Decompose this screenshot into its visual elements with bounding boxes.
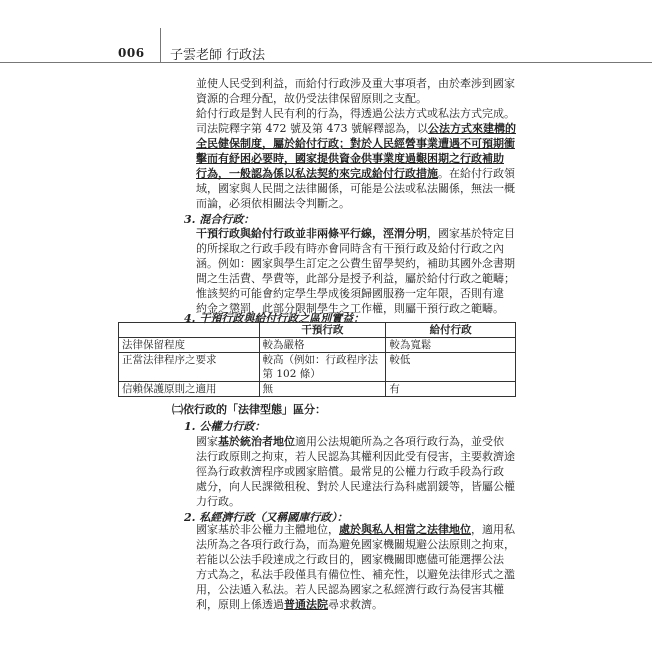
body-line: 並使人民受到利益，而給付行政涉及重大事項者，由於牽涉到國家	[196, 77, 515, 90]
body-line: 的所採取之行政手段有時亦會同時含有干預行政及給付行政之內	[196, 242, 504, 255]
body-line	[196, 166, 515, 181]
subheading-mixed-administration: 3. 混合行政：	[184, 213, 255, 226]
body-line: 資源的合理分配，故仍受法律保留原則之支配。	[196, 92, 427, 105]
emphasis-text: 處於與私人相當之法律地位	[339, 523, 471, 536]
body-line: 徑為行政救濟程序或國家賠償。最常見的公權力行政手段為行政	[196, 465, 504, 478]
subheading-private-economic-administration: 2. 私經濟行政（又稱國庫行政）：	[184, 511, 348, 524]
page-header	[0, 0, 652, 70]
table-header-cell: 給付行政	[386, 323, 516, 338]
table-cell: 信賴保護原則之適用	[119, 382, 260, 397]
emphasis-text: 干預行政與給付行政並非兩條平行線，涇渭分明	[196, 227, 427, 240]
text-run: ，國家基於特定目	[427, 227, 515, 240]
table-header-row	[119, 323, 516, 338]
text-run: 適用公法規範所為之各項行政行為，並受依	[295, 435, 504, 448]
text-run: 司法院釋字第 472 號及第 473 號解釋認為，以	[196, 122, 428, 135]
table-cell: 正當法律程序之要求	[119, 353, 260, 382]
table-cell: 較為寬鬆	[386, 338, 516, 353]
text-run: 尋求救濟。	[328, 598, 383, 611]
emphasis-text: 普通法院	[284, 598, 328, 611]
emphasis-text: 基於統治者地位	[218, 435, 295, 448]
subheading-distinction-benefits: 4. 干預行政與給付行政之區別實益：	[184, 312, 365, 325]
body-line	[196, 522, 515, 537]
text-run: 利，原則上係透過	[196, 598, 284, 611]
table-cell: 較低	[386, 353, 516, 382]
text-run: 國家	[196, 435, 218, 448]
body-line: 域，國家與人民間之法律關係，可能是公法或私法關係，無法一概	[196, 182, 515, 195]
table-row	[119, 353, 516, 382]
body-line: 惟該契約可能會約定學生學成後須歸國服務一定年限，否則有違	[196, 287, 504, 300]
emphasis-text: 公法方式來建構的	[427, 122, 516, 135]
table-cell: 有	[386, 382, 516, 397]
table-cell: 無	[259, 382, 386, 397]
body-line: 約金之懲罰，此部分限制學生之工作權，則屬干預行政之範疇。	[196, 302, 504, 315]
text-run: ，適用私	[471, 523, 515, 536]
section-heading-legal-form: ㈡依行政的「法律型態」區分：	[172, 403, 326, 416]
body-line: 若能以公法手段達成之行政目的，國家機關即應儘可能選擇公法	[196, 553, 504, 566]
body-line: 給付行政是對人民有利的行為，得透過公法方式或私法方式完成。	[196, 107, 515, 120]
emphasis-line: 擊而有紓困必要時，國家提供資金供事業度過艱困期之行政補助	[196, 152, 504, 165]
body-line: 法行政原則之拘束，若人民認為其權利因此受有侵害，主要救濟途	[196, 450, 515, 463]
table-row	[119, 382, 516, 397]
body-line: 處分，向人民課徵租稅、對於人民違法行為科處罰鍰等，皆屬公權	[196, 480, 515, 493]
body-line	[196, 597, 383, 612]
text-run: 。在給付行政領	[438, 167, 515, 180]
body-line: 法所為之各項行政行為，而為避免國家機關規避公法原則之拘束，	[196, 538, 515, 551]
body-line: 力行政。	[196, 495, 240, 508]
body-line: 而論，必須依相關法令判斷之。	[196, 197, 350, 210]
body-line	[196, 434, 504, 449]
page-number: 006	[118, 46, 145, 60]
header-divider	[160, 28, 161, 62]
table-cell: 較為嚴格	[259, 338, 386, 353]
header-author: 子雲老師	[170, 48, 223, 63]
subheading-public-power-administration: 1. 公權力行政：	[184, 420, 266, 433]
text-run: 國家基於非公權力主體地位，	[196, 523, 339, 536]
table-cell: 較高（例如：行政程序法第 102 條）	[259, 353, 386, 382]
body-line: 間之生活費、學費等，此部分是授予利益，屬於給付行政之範疇；	[196, 272, 515, 285]
table-cell: 法律保留程度	[119, 338, 260, 353]
table-row	[119, 338, 516, 353]
table-header-cell: 干預行政	[259, 323, 386, 338]
body-line	[196, 226, 515, 241]
body-line: 方式為之，私法手段僅具有備位性、補充性，以避免法律形式之濫	[196, 568, 515, 581]
body-line: 用，公法遁入私法。若人民認為國家之私經濟行政行為侵害其權	[196, 583, 504, 596]
table-header-cell	[119, 323, 260, 338]
header-book-title: 行政法	[226, 48, 266, 63]
comparison-table	[118, 322, 516, 397]
emphasis-line: 全民健保制度，屬於給付行政；對於人民經營事業遭遇不可預期衝	[196, 137, 515, 150]
emphasis-text: 行為，一般認為係以私法契約來完成給付行政措施	[196, 167, 438, 180]
body-line: 涵。例如：國家與學生訂定之公費生留學契約，補助其國外念書期	[196, 257, 515, 270]
body-line	[196, 121, 516, 136]
header-rule	[0, 62, 652, 63]
